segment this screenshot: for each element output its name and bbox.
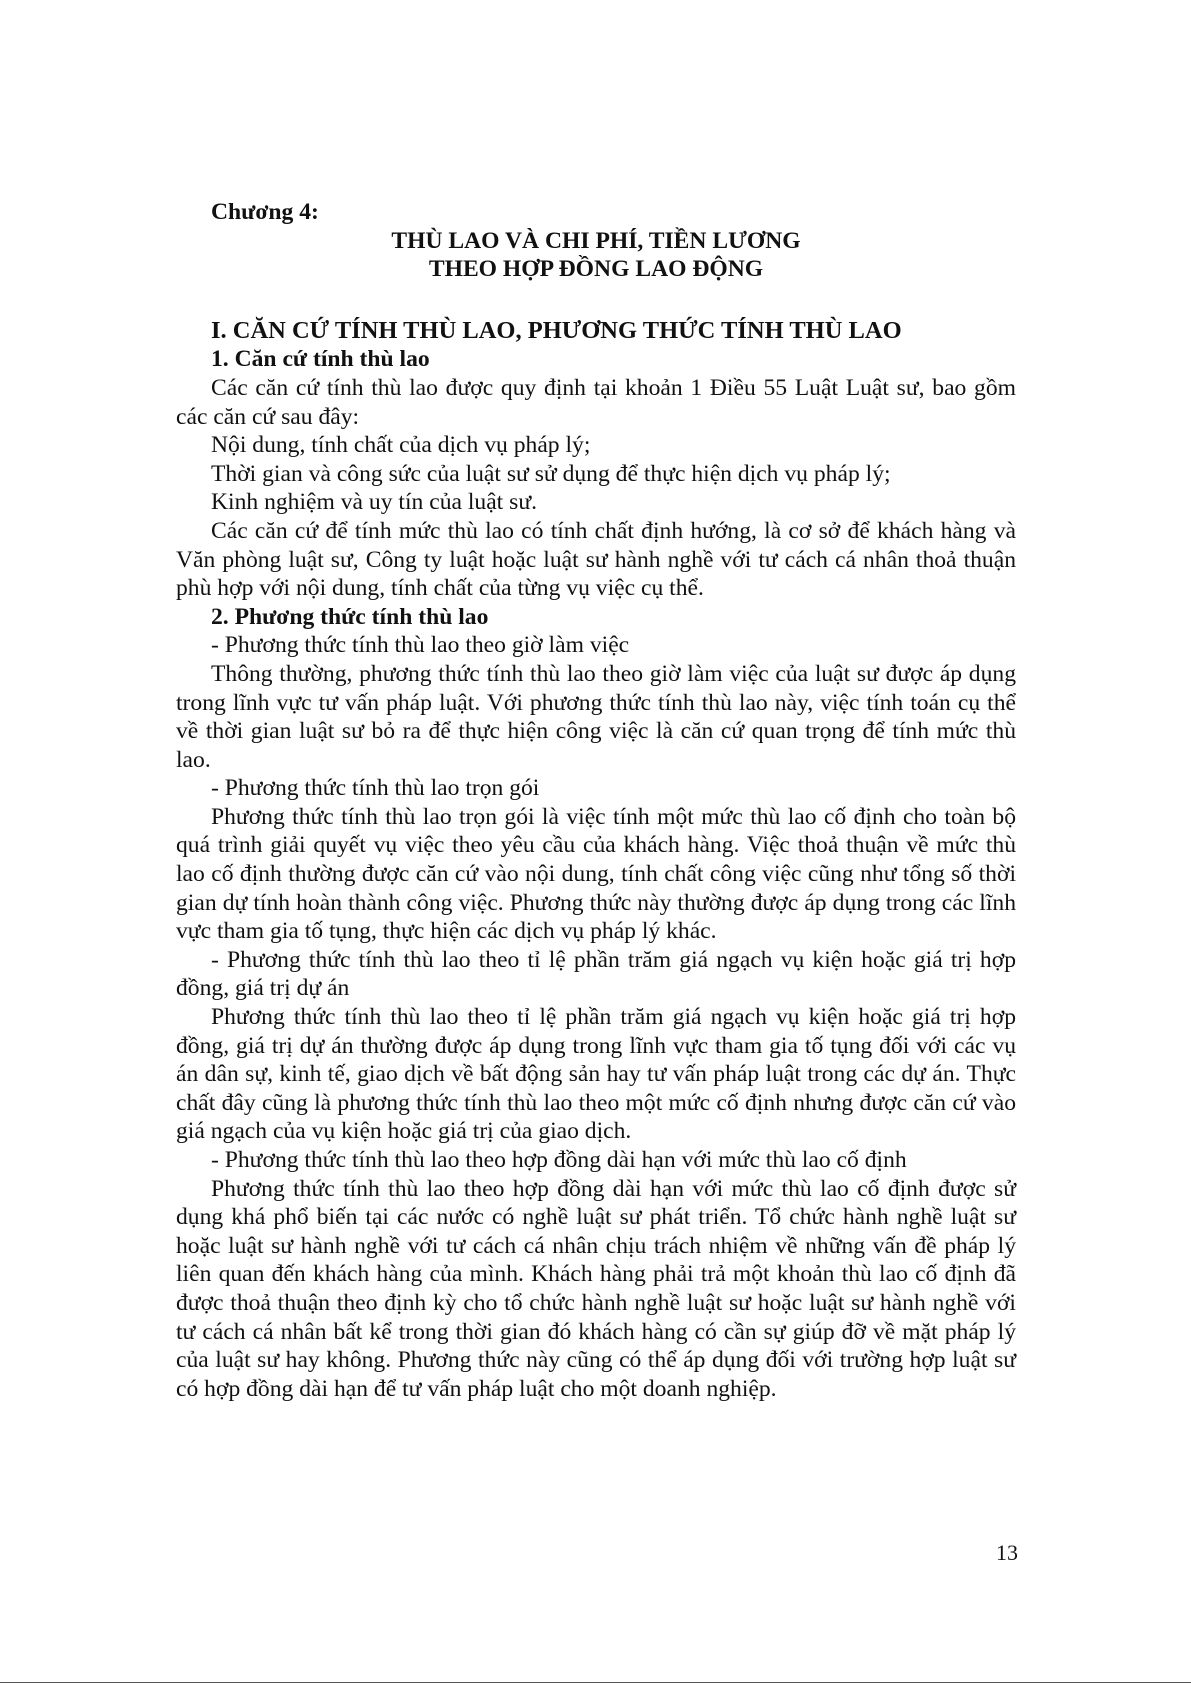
method-body-hourly: Thông thường, phương thức tính thù lao theo giờ làm việc của luật sư được áp dụng trong lĩnh vực tư vấn pháp luật. Với phương thức tính thù lao này, việc tính toán cụ thể về thời gian luật sư bỏ ra để thực hiện công việc là căn cứ quan trọng để tính mức thù lao. [176, 660, 1016, 773]
page-number: 13 [996, 1540, 1018, 1565]
subsection-heading-methods: 2. Phương thức tính thù lao [211, 603, 489, 630]
method-body-long-term: Phương thức tính thù lao theo hợp đồng dài hạn với mức thù lao cố định được sử dụng khá phổ biến tại các nước có nghề luật sư phát triển. Tổ chức hành nghề luật sư hoặc luật sư hành nghề với tư cách cá nhân chịu trách nhiệm về những vấn đề pháp lý liên quan đến khách hàng của mình. Khách hàng phải trả một khoản thù lao cố định đã được thoả thuận theo định kỳ cho tổ chức hành nghề luật sư hoặc luật sư hành nghề với tư cách cá nhân bất kể trong thời gian đó khách hàng có cần sự giúp đỡ về mặt pháp lý của luật sư hay không. Phương thức này cũng có thể áp dụng đối với trường hợp luật sư có hợp đồng dài hạn để tư vấn pháp luật cho một doanh nghiệp. [176, 1175, 1016, 1402]
method-body-percentage: Phương thức tính thù lao theo tỉ lệ phần trăm giá ngạch vụ kiện hoặc giá trị hợp đồng, giá trị dự án thường được áp dụng trong lĩnh vực tham gia tố tụng đối với các vụ án dân sự, kinh tế, giao dịch về bất động sản hay tư vấn pháp luật trong các dự án. Thực chất đây cũng là phương thức tính thù lao theo một mức cố định nhưng được căn cứ vào giá ngạch của vụ kiện hoặc giá trị của giao dịch. [176, 1004, 1016, 1145]
scan-edge-divider [0, 1682, 1191, 1683]
method-title-lump-sum: - Phương thức tính thù lao trọn gói [211, 775, 540, 802]
subsection-heading-basis: 1. Căn cứ tính thù lao [211, 346, 430, 373]
basis-intro-paragraph: Các căn cứ tính thù lao được quy định tại khoản 1 Điều 55 Luật Luật sư, bao gồm các căn cứ sau đây: [176, 374, 1016, 430]
document-page [176, 198, 1016, 1403]
method-title-percentage: - Phương thức tính thù lao theo tỉ lệ phần trăm giá ngạch vụ kiện hoặc giá trị hợp đồng, giá trị dự án [176, 946, 1016, 1002]
basis-item: Nội dung, tính chất của dịch vụ pháp lý; [211, 432, 591, 459]
method-title-long-term: - Phương thức tính thù lao theo hợp đồng dài hạn với mức thù lao cố định [211, 1147, 907, 1173]
method-title-hourly: - Phương thức tính thù lao theo giờ làm việc [211, 632, 630, 659]
section-heading: I. CĂN CỨ TÍNH THÙ LAO, PHƯƠNG THỨC TÍNH THÙ LAO [211, 316, 902, 344]
chapter-label: Chương 4: [211, 199, 319, 225]
basis-conclusion-paragraph: Các căn cứ để tính mức thù lao có tính chất định hướng, là cơ sở để khách hàng và Văn phòng luật sư, Công ty luật hoặc luật sư hành nghề với tư cách cá nhân thoả thuận phù hợp với nội dung, tính chất của từng vụ việc cụ thể. [176, 517, 1016, 602]
basis-item: Kinh nghiệm và uy tín của luật sư. [211, 489, 538, 516]
basis-item: Thời gian và công sức của luật sư sử dụng để thực hiện dịch vụ pháp lý; [211, 460, 891, 487]
method-body-lump-sum: Phương thức tính thù lao trọn gói là việc tính một mức thù lao cố định cho toàn bộ quá trình giải quyết vụ việc theo yêu cầu của khách hàng. Việc thoả thuận về mức thù lao cố định thường được căn cứ vào nội dung, tính chất công việc cũng như tổng số thời gian dự tính hoàn thành công việc. Phương thức này thường được áp dụng trong các lĩnh vực tham gia tố tụng, thực hiện các dịch vụ pháp lý khác. [176, 803, 1016, 945]
chapter-title-line-2: THEO HỢP ĐỒNG LAO ĐỘNG [428, 256, 764, 283]
chapter-title-line-1: THÙ LAO VÀ CHI PHÍ, TIỀN LƯƠNG [391, 227, 801, 254]
